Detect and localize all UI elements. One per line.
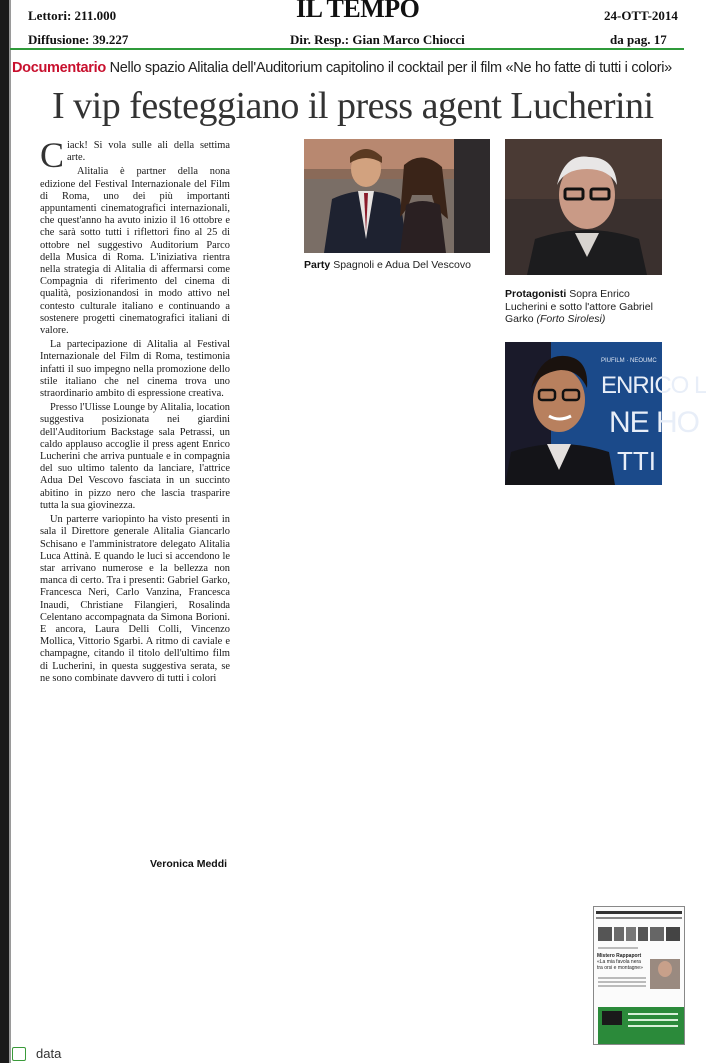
poster-line-1: ENRICO L [601,372,706,399]
paragraph-1 [40,135,230,175]
drop-cap: C [40,135,65,175]
paragraph-1-text: iack! Si vola sulle ali della settima arte. [67,140,230,164]
protagonisti-caption-label: Protagonisti [505,288,567,300]
kicker-text: Nello spazio Alitalia dell'Auditorium capitolino il cocktail per il film «Ne ho fatte di tutti i colori» [109,60,672,76]
data-checkbox[interactable] [12,1047,26,1061]
window-left-border [0,0,9,1063]
protagonisti-caption-text: Sopra Enrico Lucherini e sotto l'attore Gabriel Garko [505,288,653,325]
header-separator [10,48,684,50]
director-line [290,32,465,48]
page-thumbnail[interactable] [593,906,685,1045]
director-text: Dir. Resp.: Gian Marco Chiocci [290,32,465,47]
page-number: da pag. 17 [610,32,667,47]
thumbnail-text [597,953,647,971]
protagonisti-caption [505,288,665,326]
svg-text:PIUFILM · NEOUMC: PIUFILM · NEOUMC [601,358,657,364]
poster-line-2: NE HO [609,406,700,439]
paragraph-2: Alitalia è partner della nona edizione del Festival Internazionale del Film di Roma, uno dei più importanti appuntamenti cinematografici internazionali, che quest'anno ha avuto inizio il 16 ottobre e che sarà sotto tutti i riflettori fino al 25 di ottobre nel suggestivo Auditorium Parco della Musica di Roma. L'iniziativa rientra nella strategia di Alitalia di affermarsi come Compagnia di riferimento del cinema di qualità, posizionandosi in modo attivo nel contesto culturale italiano e continuando a sostenere progetti cinematografici italiani di valore. [40,166,230,337]
photo-credit: (Forto Sirolesi) [536,313,606,325]
issue-date: 24-OTT-2014 [604,8,678,23]
article-byline: Veronica Meddi [150,858,228,870]
lucherini-photo [505,139,662,275]
party-caption-label: Party [304,259,331,271]
thumbnail-subtitle-1: «La mia favola nera [597,959,641,965]
paragraph-3: La partecipazione di Alitalia al Festival Internazionale del Film di Roma, testimonia infatti il suo impegno nella promozione dello stile italiano che nel cinema trova uno straordinario ambito di espressione creativa. [40,339,230,400]
party-caption-text: Spagnoli e Adua Del Vescovo [333,259,471,271]
paragraph-5: Un parterre variopinto ha visto presenti in sala il Direttore generale Alitalia Giancarlo Schisano e l'amministratore delegato Alitalia Luca Attinà. E quando le luci si accendono le star arrivano numerose e la bellezza non manca di certo. Tra i presenti: Gabriel Garko, Francesca Neri, Carlo Vanzina, Francesca Inaudi, Christiane Filangieri, Rosalinda Celentano accompagnata da Simona Borioni. E ancora, Laura Delli Colli, Vincenzo Mollica, Vittorio Sgarbi. A ritmo di caviale e champagne, citando il titolo dell'ultimo film di Lucherini, in questa suggestiva serata, se ne sono combinate davvero di tutti i colori [40,514,230,684]
kicker-tag: Documentario [12,60,106,76]
window-left-border-inner [9,0,11,1063]
circulation-count: Diffusione: 39.227 [28,32,129,47]
article-headline: I vip festeggiano il press agent Lucherini [52,85,654,127]
article-kicker [12,60,672,76]
thumbnail-subtitle-2: tra orsi e montagne» [597,965,643,971]
thumbnail-title: Mistero Rappaport [597,953,642,959]
party-caption [304,259,504,272]
readers-count: Lettori: 211.000 [28,8,117,23]
paragraph-4: Presso l'Ulisse Lounge by Alitalia, location suggestiva posizionata nei giardini dell'Auditorium Backstage sala Petrassi, un caldo applauso accoglie il press agent Enrico Lucherini che arriva puntuale e in compagnia del suo ultimo talento da lanciare, l'attrice Adua Del Vescovo fasciata in un succinto abitino in pizzo nero che lascia trasparire tutta la sua giovinezza. [40,402,230,511]
data-label: data [36,1046,62,1061]
party-photo [304,139,490,253]
poster-line-3: TTI [617,446,656,476]
garko-photo [505,342,706,485]
article-body [40,135,230,687]
newspaper-masthead: IL TEMPO [296,0,420,23]
